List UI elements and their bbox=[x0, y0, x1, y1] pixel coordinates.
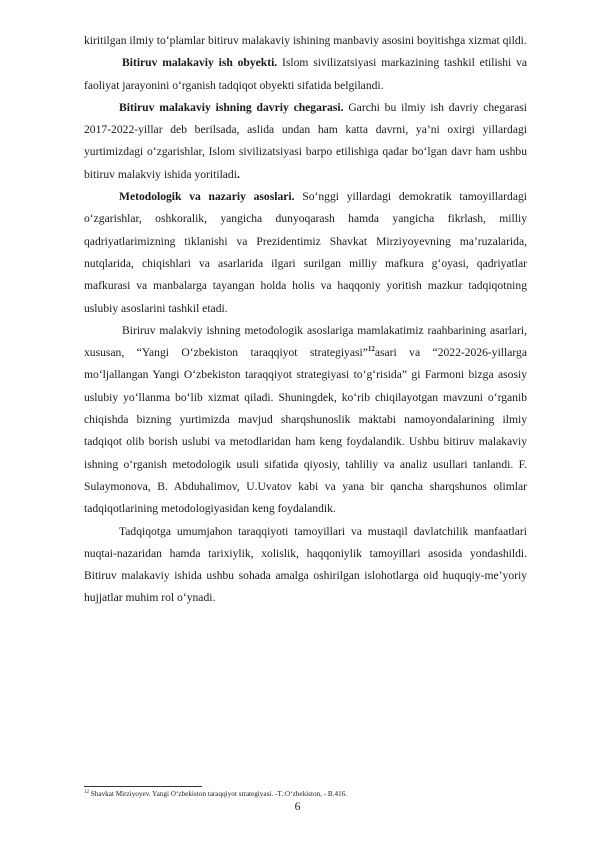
footnote-marker: 12 bbox=[84, 790, 89, 795]
paragraph-object bbox=[84, 52, 527, 97]
paragraph-text: Garchi bu ilmiy ish davriy chegarasi 2017-2022-yillar deb berilsada, aslida undan ham katta davrni, ya’ni oxirgi yillardagi yurtimizdagi o‘zgarishlar, Islom sivilizatsiyasi barpo etilishiga qadar bo‘lgan davr ham ushbu bitiruv malakviy ishida yoritiladi bbox=[84, 100, 527, 181]
paragraph-methodology bbox=[84, 186, 527, 320]
footnote bbox=[84, 789, 527, 799]
paragraph-text: Islom sivilizatsiyasi markazining tashkil etilishi va faoliyat jarayonini o‘rganish tadqiqot obyekti sifatida belgilandi. bbox=[84, 56, 528, 92]
paragraph-heading: Bitiruv malakaviy ish obyekti. bbox=[122, 56, 278, 70]
paragraph-end-mark: . bbox=[236, 167, 240, 181]
paragraph-text: Biriruv malakviy ishning metodologik asoslariga mamlakatimiz raahbarining asarlari, xususan, “Yangi O‘zbekiston taraqqiyot strategiyasi” bbox=[84, 323, 527, 360]
footnote-divider bbox=[84, 786, 202, 787]
paragraph-methodology-sources bbox=[84, 320, 527, 521]
footnote-reference[interactable]: 12 bbox=[367, 345, 375, 354]
paragraph-period bbox=[84, 97, 527, 186]
paragraph-approach bbox=[84, 521, 527, 610]
paragraph-text: So‘nggi yillardagi demokratik tamoyillardagi o‘zgarishlar, oshkoralik, yangicha dunyoqarash hamda yangicha fikrlash, milliy qadriyatlarimizning tiklanishi va Prezidentimiz Shavkat Mirziyoyevning ma’ruzalarida, nutqlarida, chiqishlari va asarlarida ilgari surilgan milliy mafkura g‘oyasi, qadriyatlar mafkurasi va manbalarga tayangan holda holis va haqqoniy yoritish mazkur tadqiqotning uslubiy asoslarini tashkil etadi. bbox=[84, 190, 527, 315]
paragraph-heading: Metodologik va nazariy asoslari. bbox=[119, 190, 295, 204]
paragraph-text: asari va “2022-2026-yillarga mo‘ljallangan Yangi O‘zbekiston taraqqiyot strategiyasi to‘g‘risida” gi Farmoni bizga asosiy uslubiy yo‘llanma bo‘lib xizmat qiladi. Shuningdek, ko‘rib chiqilayotgan mavzuni o‘rganib chiqishda bizning yurtimizda mavjud sharqshunoslik maktabi namoyondalarining ilmiy tadqiqot olib borish uslubi va metodlaridan ham keng foydalandik. Ushbu bitiruv malakaviy ishning o‘rganish metodologik usuli sifatida qiyosiy, tahliliy va analiz usullari tanlandi. F. Sulaymonova, B. Abduhalimov, U.Uvatov kabi va yana bir qancha sharqshunos olimlar tadqiqotlarining metodologiyasidan keng foydalandik. bbox=[84, 346, 527, 516]
document-body bbox=[84, 30, 527, 610]
paragraph-heading: Bitiruv malakaviy ishning davriy chegarasi. bbox=[119, 100, 344, 114]
paragraph-sources bbox=[84, 30, 527, 52]
footnote-text: Shavkat Mirziyoyev. Yangi O‘zbekiston taraqqiyot strategiyasi. -T.:O‘zbekiston, - B.416. bbox=[89, 790, 348, 798]
paragraph-text: kiritilgan ilmiy to‘plamlar bitiruv malakaviy ishining manbaviy asosini boyitishga xizmat qildi. bbox=[84, 34, 527, 47]
page-number: 6 bbox=[294, 800, 301, 813]
paragraph-text: Tadqiqotga umumjahon taraqqiyoti tamoyillari va mustaqil davlatchilik manfaatlari nuqtai-nazaridan hamda tarixiylik, xolislik, haqqoniylik tamoyillari asosida yondashildi. Bitiruv malakaviy ishida ushbu sohada amalga oshirilgan islohotlarga oid huquqiy-me’yoriy hujjatlar muhim rol o‘ynadi. bbox=[84, 524, 527, 605]
